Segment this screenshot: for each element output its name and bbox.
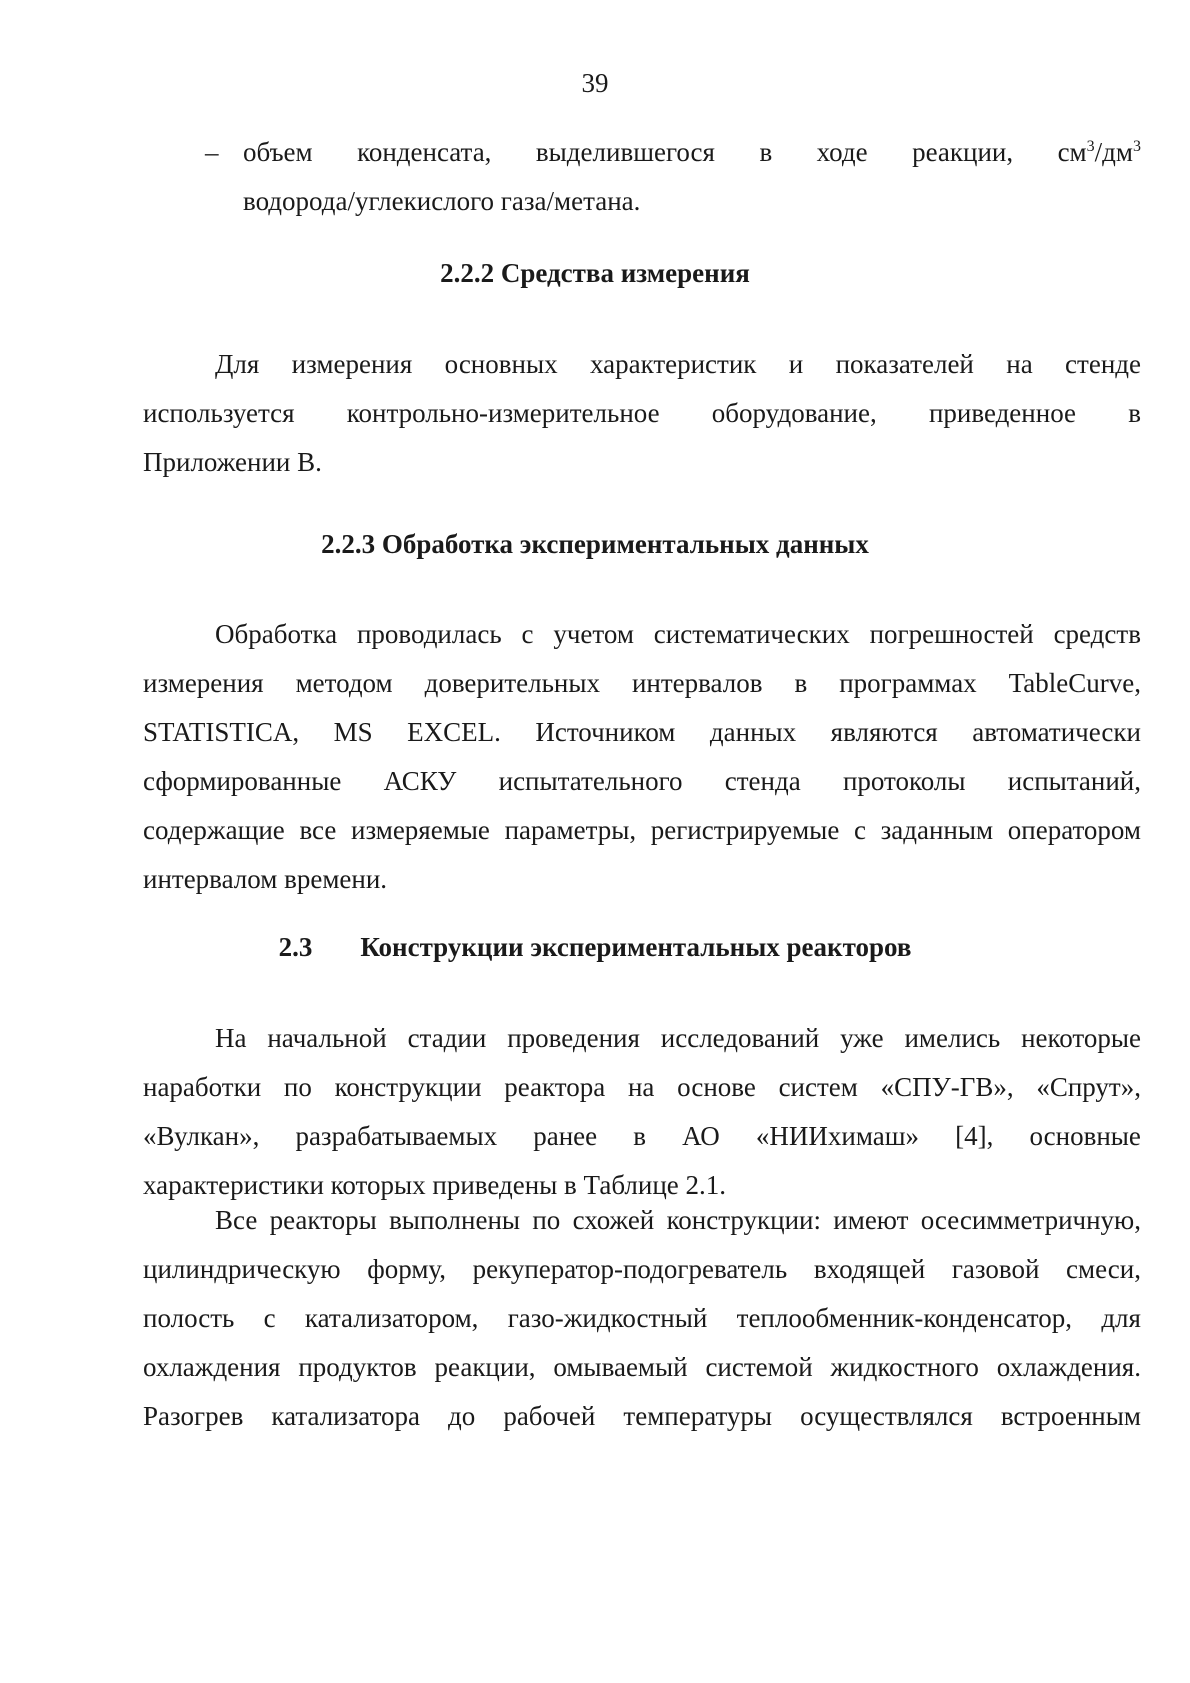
word: содержащие	[143, 815, 285, 845]
word: Обработка	[215, 619, 338, 649]
word: газовой	[951, 1254, 1040, 1284]
word: выполнены	[389, 1205, 521, 1235]
word: встроенным	[1000, 1401, 1141, 1431]
word: оборудование,	[711, 398, 877, 428]
paragraph-line	[143, 708, 1141, 757]
word: форму,	[367, 1254, 446, 1284]
bullet-word: выделившегося	[535, 137, 715, 167]
word: для	[1101, 1303, 1141, 1333]
word: MS	[333, 717, 373, 747]
word: начальной	[267, 1023, 387, 1053]
word: ранее	[533, 1121, 598, 1151]
word: по	[532, 1205, 561, 1235]
word: в	[794, 668, 808, 698]
section-2-3-paragraph-2	[143, 1196, 1141, 1441]
word: характеристик	[589, 349, 757, 379]
paragraph-line	[143, 340, 1141, 389]
word: сформированные	[143, 766, 342, 796]
word: доверительных	[424, 668, 601, 698]
word: показателей	[835, 349, 974, 379]
word: проведения	[507, 1023, 640, 1053]
word: учетом	[553, 619, 634, 649]
paragraph-line	[143, 757, 1141, 806]
word: «Спрут»,	[1036, 1072, 1141, 1102]
word: измерения	[143, 668, 264, 698]
word: систематических	[653, 619, 850, 649]
word: с	[853, 815, 866, 845]
section-2-2-2-paragraph	[143, 340, 1141, 487]
word: смеси,	[1066, 1254, 1141, 1284]
word: измеряемые	[351, 815, 490, 845]
word: все	[299, 815, 337, 845]
bullet-word: объем	[243, 137, 313, 167]
bullet-word: реакции,	[912, 137, 1014, 167]
word: АО	[682, 1121, 720, 1151]
word: Источником	[535, 717, 676, 747]
word: разрабатываемых	[295, 1121, 498, 1151]
bullet-word: ходе	[816, 137, 868, 167]
paragraph-line	[143, 1196, 1141, 1245]
word: теплообменник-конденсатор,	[736, 1303, 1073, 1333]
word: омываемый	[553, 1352, 688, 1382]
word: стенда	[724, 766, 801, 796]
word: протоколы	[842, 766, 966, 796]
bullet-text	[243, 128, 1141, 226]
word: основных	[444, 349, 558, 379]
word: [4],	[955, 1121, 994, 1151]
word: STATISTICA,	[143, 717, 300, 747]
word: испытательного	[498, 766, 683, 796]
word: продуктов	[298, 1352, 417, 1382]
paragraph-line	[143, 1063, 1141, 1112]
word: программах	[839, 668, 977, 698]
word: реактора	[504, 1072, 606, 1102]
paragraph-line	[143, 1014, 1141, 1063]
word: с	[263, 1303, 276, 1333]
word: приведенное	[928, 398, 1077, 428]
word: Разогрев	[143, 1401, 244, 1431]
paragraph-line: Приложении В.	[143, 447, 322, 477]
word: осесимметричную,	[920, 1205, 1141, 1235]
word: охлаждения	[143, 1352, 281, 1382]
word: конструкции:	[666, 1205, 821, 1235]
word: осуществлялся	[800, 1401, 973, 1431]
word: заданным	[880, 815, 994, 845]
bullet-line-2: водорода/углекислого газа/метана.	[243, 186, 641, 216]
word: «НИИхимаш»	[755, 1121, 920, 1151]
word: TableCurve,	[1008, 668, 1141, 698]
word: Все	[215, 1205, 258, 1235]
word: рекуператор-подогреватель	[472, 1254, 788, 1284]
paragraph-line: интервалом времени.	[143, 864, 388, 894]
word: контрольно-измерительное	[346, 398, 660, 428]
word: погрешностей	[869, 619, 1034, 649]
bullet-line-1	[243, 128, 1141, 177]
word: АСКУ	[383, 766, 457, 796]
word: наработки	[143, 1072, 262, 1102]
word: и	[788, 349, 804, 379]
word: интервалов	[631, 668, 763, 698]
word: испытаний,	[1007, 766, 1141, 796]
bullet-unit: $см^3/дм^3$	[1057, 137, 1141, 167]
bullet-word: конденсата,	[357, 137, 492, 167]
word: имеют	[833, 1205, 909, 1235]
word: полость	[143, 1303, 235, 1333]
word: оператором	[1007, 815, 1141, 845]
word: являются	[830, 717, 938, 747]
word: конструкции	[334, 1072, 482, 1102]
word: до	[448, 1401, 476, 1431]
word: на	[1006, 349, 1033, 379]
heading-number: 2.3	[278, 932, 313, 962]
paragraph-line	[143, 1294, 1141, 1343]
word: автоматически	[972, 717, 1141, 747]
word: измерения	[291, 349, 413, 379]
word: Для	[215, 349, 260, 379]
word: методом	[295, 668, 393, 698]
word: «Вулкан»,	[143, 1121, 260, 1151]
word: температуры	[623, 1401, 773, 1431]
word: входящей	[813, 1254, 926, 1284]
word: данных	[709, 717, 797, 747]
word: стадии	[407, 1023, 487, 1053]
word: некоторые	[1021, 1023, 1141, 1053]
section-heading-2-2-2: 2.2.2 Средства измерения	[440, 258, 750, 288]
word: катализатора	[271, 1401, 421, 1431]
word: «СПУ-ГВ»,	[880, 1072, 1014, 1102]
word: уже	[840, 1023, 884, 1053]
word: в	[1128, 398, 1141, 428]
word: системой	[705, 1352, 813, 1382]
section-2-2-3-paragraph	[143, 610, 1141, 904]
paragraph-line	[143, 1392, 1141, 1441]
word: по	[283, 1072, 312, 1102]
word: с	[521, 619, 534, 649]
heading-title: Конструкции экспериментальных реакторов	[360, 932, 912, 962]
word: основные	[1029, 1121, 1141, 1151]
word: реакции,	[434, 1352, 536, 1382]
word: EXCEL.	[407, 717, 501, 747]
word: в	[633, 1121, 647, 1151]
word: схожей	[572, 1205, 655, 1235]
word: имелись	[904, 1023, 1001, 1053]
word: стенде	[1065, 349, 1141, 379]
word: исследований	[660, 1023, 820, 1053]
paragraph-line	[143, 659, 1141, 708]
bullet-item	[205, 128, 1141, 226]
word: На	[215, 1023, 247, 1053]
paragraph-line	[143, 1343, 1141, 1392]
section-heading-2-3	[0, 932, 1190, 963]
word: газо-жидкостный	[507, 1303, 708, 1333]
word: рабочей	[503, 1401, 596, 1431]
paragraph-line	[143, 610, 1141, 659]
word: основе	[677, 1072, 756, 1102]
word: средств	[1053, 619, 1141, 649]
bullet-dash: –	[205, 137, 219, 167]
paragraph-line	[143, 389, 1141, 438]
word: реакторы	[269, 1205, 377, 1235]
word: проводилась	[356, 619, 502, 649]
paragraph-line	[143, 806, 1141, 855]
section-heading-2-2-3: 2.2.3 Обработка экспериментальных данных	[321, 529, 869, 559]
paragraph-line: характеристики которых приведены в Таблице 2.1.	[143, 1170, 727, 1200]
paragraph-line	[143, 1245, 1141, 1294]
word: катализатором,	[304, 1303, 479, 1333]
bullet-word: в	[759, 137, 773, 167]
page-number: 39	[581, 68, 609, 98]
word: жидкостного	[830, 1352, 979, 1382]
word: регистрируемые	[650, 815, 840, 845]
word: параметры,	[504, 815, 637, 845]
section-2-3-paragraph-1	[143, 1014, 1141, 1210]
paragraph-line	[143, 1112, 1141, 1161]
word: охлаждения.	[996, 1352, 1141, 1382]
word: на	[627, 1072, 655, 1102]
word: используется	[143, 398, 295, 428]
word: систем	[778, 1072, 858, 1102]
word: цилиндрическую	[143, 1254, 341, 1284]
